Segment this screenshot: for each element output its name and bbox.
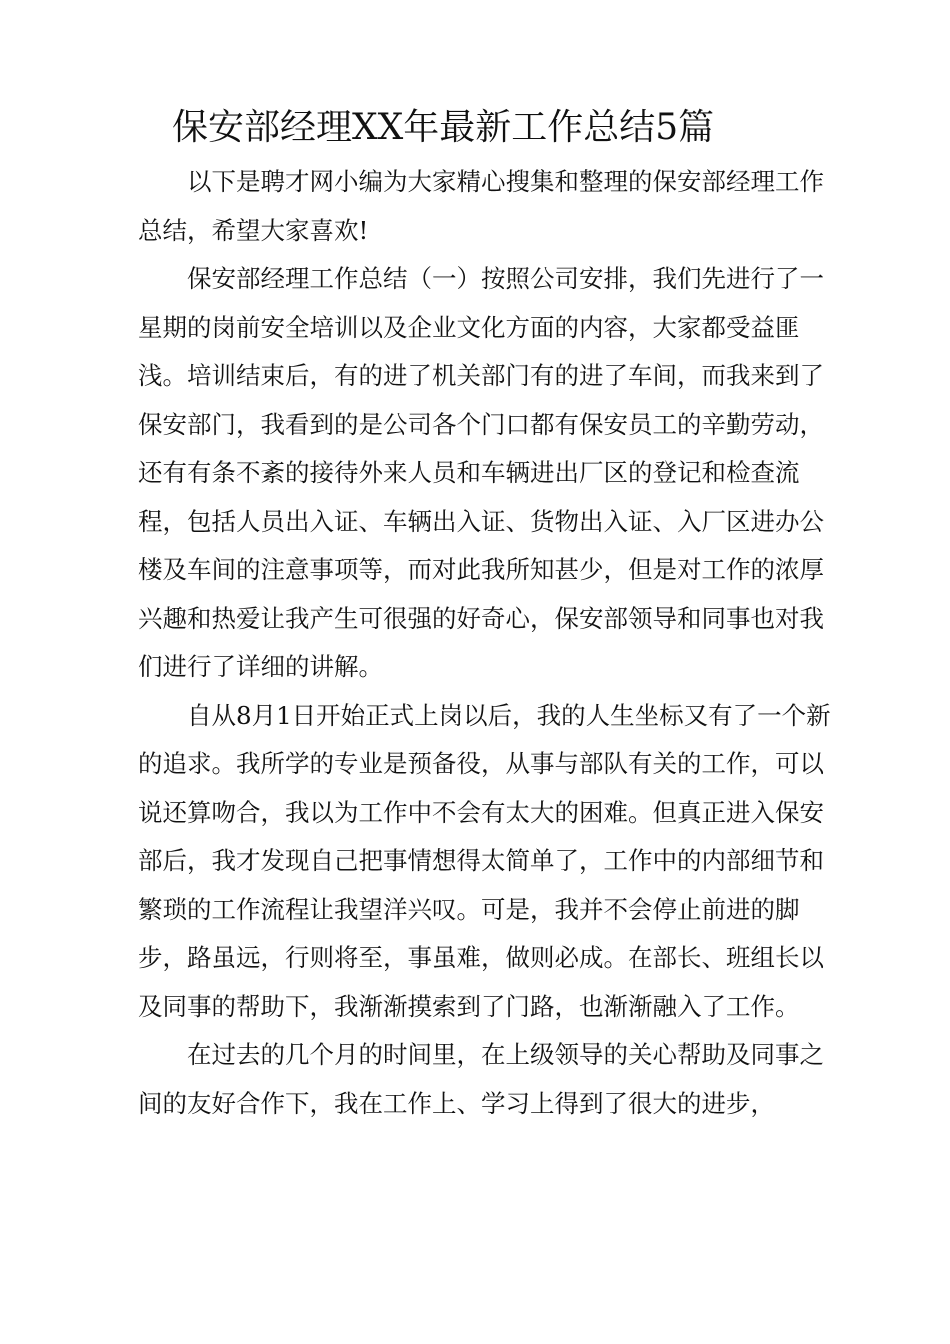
paragraph-past-months: 在过去的几个月的时间里，在上级领导的关心帮助及同事之间的友好合作下，我在工作上、学习上得到了很大的进步， (138, 1040, 824, 1118)
paragraph-summary-one: 保安部经理工作总结（一）按照公司安排，我们先进行了一星期的岗前安全培训以及企业文化方面的内容，大家都受益匪浅。培训结束后，有的进了机关部门有的进了车间，而我来到了保安部门，我看到的是公司各个门口都有保安员工的辛勤劳动，还有有条不紊的接待外来人员和车辆进出厂区的登记和检查流程，包括人员出入证、车辆出入证、货物出入证、入厂区进办公楼及车间的注意事项等，而对此我所知甚少，但是对工作的浓厚兴趣和热爱让我产生可很强的好奇心，保安部领导和同事也对我们进行了详细的讲解。 (138, 264, 824, 681)
document-body (138, 158, 838, 1128)
document-title: 保安部经理XX年最新工作总结5篇 (172, 107, 715, 148)
paragraph-since-august: 自从8月1日开始正式上岗以后，我的人生坐标又有了一个新的追求。我所学的专业是预备役，从事与部队有关的工作，可以说还算吻合，我以为工作中不会有太大的困难。但真正进入保安部后，我才发现自己把事情想得太简单了，工作中的内部细节和繁琐的工作流程让我望洋兴叹。可是，我并不会停止前进的脚步，路虽远，行则将至，事虽难，做则必成。在部长、班组长以及同事的帮助下，我渐渐摸索到了门路，也渐渐融入了工作。 (138, 700, 831, 1021)
paragraph-intro: 以下是聘才网小编为大家精心搜集和整理的保安部经理工作总结，希望大家喜欢! (138, 167, 824, 245)
